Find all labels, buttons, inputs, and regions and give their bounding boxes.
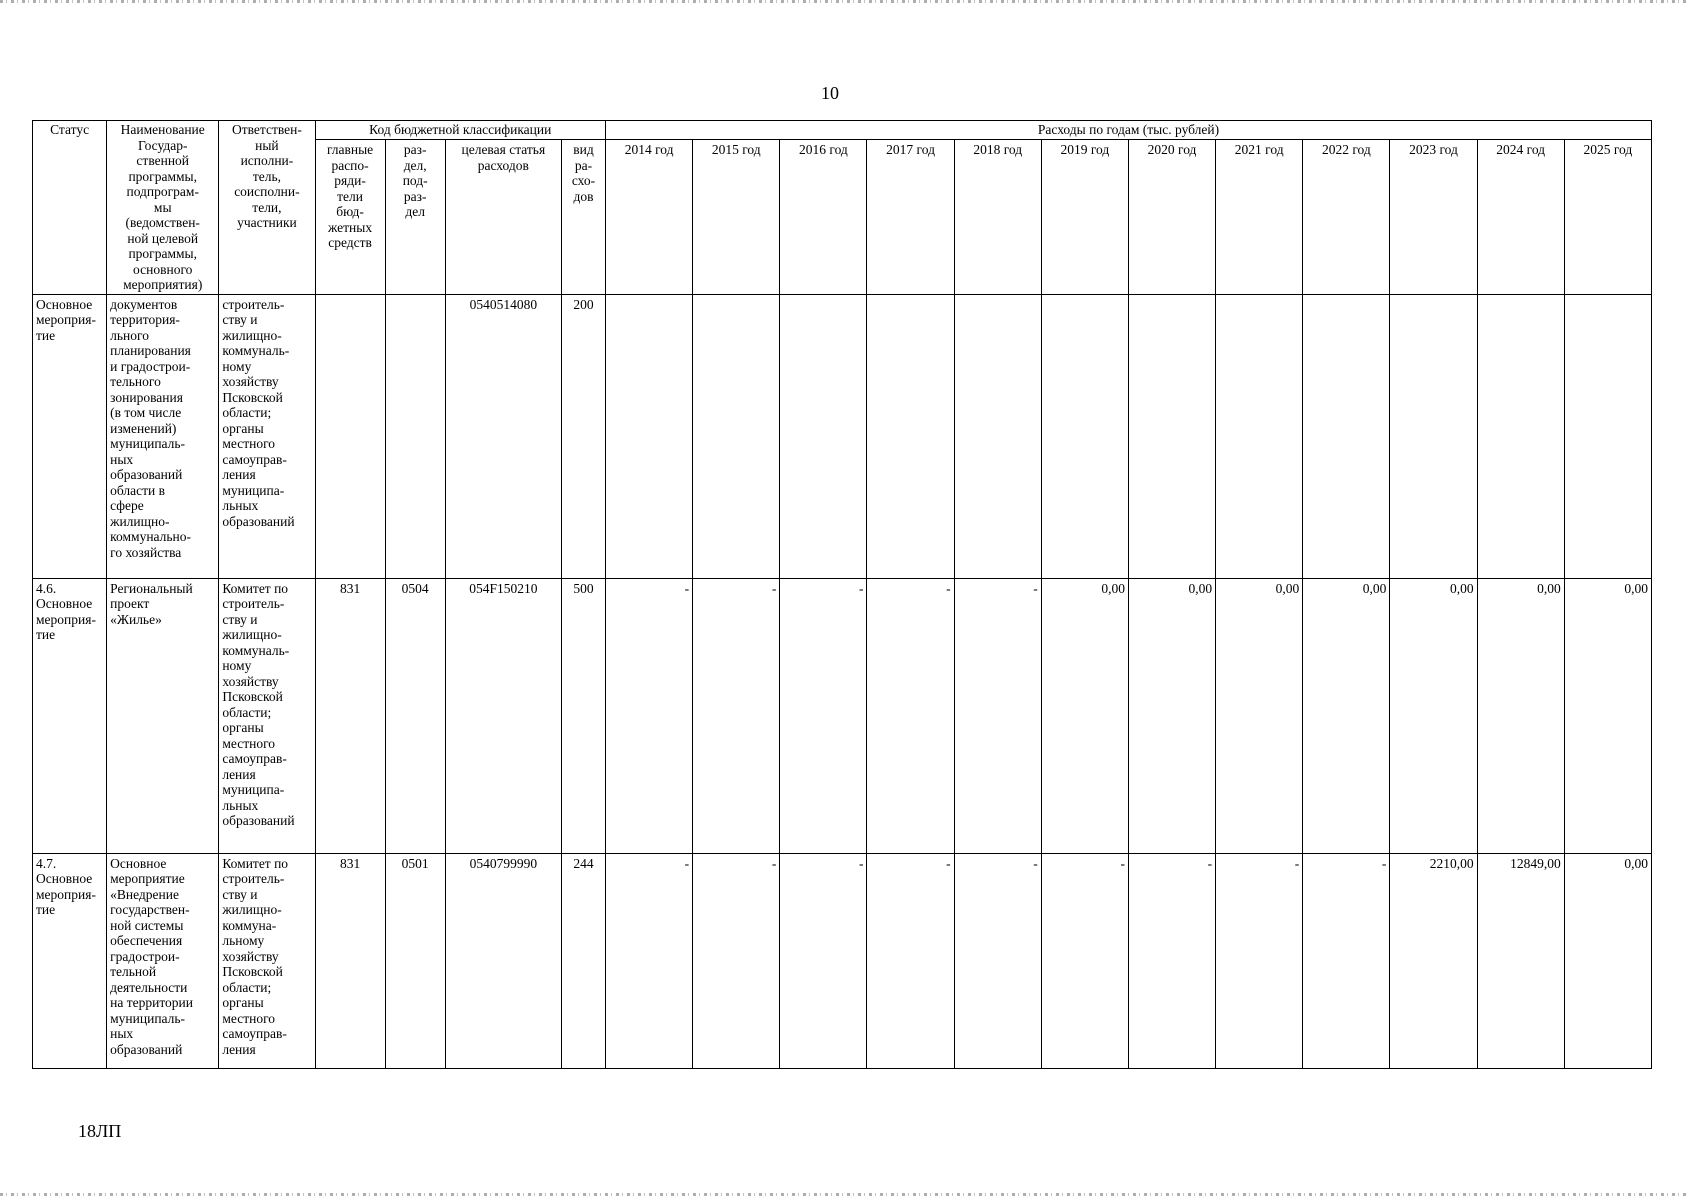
row-value: 0,00 (1564, 578, 1651, 853)
row-csr: 0540799990 (445, 853, 561, 1068)
header-year: 2016 год (780, 140, 867, 294)
row-value: - (1303, 853, 1390, 1068)
row-csr: 0540514080 (445, 294, 561, 578)
header-year: 2022 год (1303, 140, 1390, 294)
row-value (1128, 294, 1215, 578)
table-row (33, 294, 1652, 578)
row-vr: 244 (561, 853, 605, 1068)
budget-expenses-table (32, 120, 1652, 1069)
table-row (33, 578, 1652, 853)
row-name: Региональный проект «Жилье» (107, 578, 219, 853)
header-year: 2015 год (693, 140, 780, 294)
row-rzpr (385, 294, 445, 578)
row-status: 4.7. Основное мероприя- тие (33, 853, 107, 1068)
row-value (780, 294, 867, 578)
row-name: Основное мероприятие «Внедрение государствен- ной системы обеспечения градострои- тельной деятельности на территории муниципаль- ных образований (107, 853, 219, 1068)
row-value (867, 294, 954, 578)
row-value (954, 294, 1041, 578)
row-value (1041, 294, 1128, 578)
header-year: 2023 год (1390, 140, 1477, 294)
header-rzpr: раз- дел, под- раз- дел (385, 140, 445, 294)
footer-document-code: 18ЛП (78, 1121, 122, 1141)
row-value (1303, 294, 1390, 578)
header-year: 2021 год (1216, 140, 1303, 294)
header-year: 2019 год (1041, 140, 1128, 294)
row-value: 2210,00 (1390, 853, 1477, 1068)
row-name: документов территория- льного планирования и градострои- тельного зонирования (в том числе изменений) муниципаль- ных образований области в сфере жилищно- коммунально- го хозяйства (107, 294, 219, 578)
header-year: 2024 год (1477, 140, 1564, 294)
header-grbs: главные распо- ряди- тели бюд- жетных средств (315, 140, 385, 294)
row-value: - (954, 578, 1041, 853)
header-year: 2025 год (1564, 140, 1651, 294)
row-value: - (780, 853, 867, 1068)
row-grbs: 831 (315, 853, 385, 1068)
page-number: 10 (821, 83, 839, 103)
row-value: - (780, 578, 867, 853)
row-rzpr: 0501 (385, 853, 445, 1068)
header-expenses: Расходы по годам (тыс. рублей) (606, 121, 1652, 140)
row-value: - (1041, 853, 1128, 1068)
row-value: - (606, 853, 693, 1068)
row-value: 0,00 (1128, 578, 1215, 853)
header-year: 2018 год (954, 140, 1041, 294)
row-value: - (867, 853, 954, 1068)
row-value (1564, 294, 1651, 578)
row-value: 0,00 (1216, 578, 1303, 853)
row-value: - (954, 853, 1041, 1068)
scan-edge-bottom (0, 1193, 1686, 1196)
row-responsible: строитель- ству и жилищно- коммуналь- ному хозяйству Псковской области; органы местного самоуправ- ления муниципа- льных образований (219, 294, 315, 578)
header-year: 2020 год (1128, 140, 1215, 294)
row-value: 0,00 (1477, 578, 1564, 853)
header-vr: вид ра- схо- дов (561, 140, 605, 294)
row-value: - (693, 853, 780, 1068)
header-budget-code: Код бюджетной классификации (315, 121, 606, 140)
row-value: 0,00 (1303, 578, 1390, 853)
row-value: - (1128, 853, 1215, 1068)
scan-edge-top (0, 0, 1686, 3)
row-vr: 500 (561, 578, 605, 853)
row-value: - (1216, 853, 1303, 1068)
header-year: 2017 год (867, 140, 954, 294)
header-row-top (33, 121, 1652, 140)
row-value: - (606, 578, 693, 853)
row-value: 0,00 (1041, 578, 1128, 853)
row-value (606, 294, 693, 578)
row-vr: 200 (561, 294, 605, 578)
row-status: 4.6. Основное мероприя- тие (33, 578, 107, 853)
row-grbs: 831 (315, 578, 385, 853)
row-value: - (693, 578, 780, 853)
row-responsible: Комитет по строитель- ству и жилищно- коммуна- льному хозяйству Псковской области; органы местного самоуправ- ления (219, 853, 315, 1068)
header-csr: целевая статья расходов (445, 140, 561, 294)
header-status: Статус (33, 121, 107, 295)
header-responsible: Ответствен- ный исполни- тель, соисполни- тели, участники (219, 121, 315, 295)
row-value: 12849,00 (1477, 853, 1564, 1068)
row-rzpr: 0504 (385, 578, 445, 853)
row-grbs (315, 294, 385, 578)
header-year: 2014 год (606, 140, 693, 294)
row-value (693, 294, 780, 578)
row-responsible: Комитет по строитель- ству и жилищно- коммуналь- ному хозяйству Псковской области; органы местного самоуправ- ления муниципа- льных образований (219, 578, 315, 853)
row-status: Основное мероприя- тие (33, 294, 107, 578)
row-value: - (867, 578, 954, 853)
header-name: Наименование Государ- ственной программы, подпрограм- мы (ведомствен- ной целевой программы, основного мероприятия) (107, 121, 219, 295)
row-value (1390, 294, 1477, 578)
row-value: 0,00 (1390, 578, 1477, 853)
row-value (1216, 294, 1303, 578)
row-value (1477, 294, 1564, 578)
row-value: 0,00 (1564, 853, 1651, 1068)
row-csr: 054F150210 (445, 578, 561, 853)
table-row (33, 853, 1652, 1068)
